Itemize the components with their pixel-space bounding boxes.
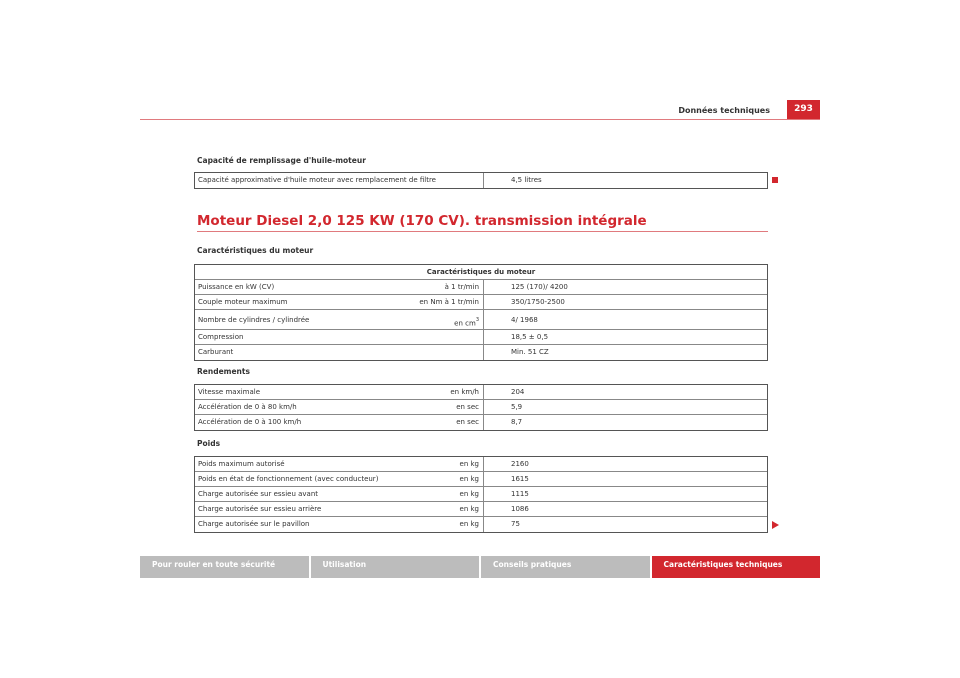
row-value: 5,9 (511, 403, 523, 411)
row-label: Puissance en kW (CV) (198, 283, 275, 291)
table-row (195, 345, 767, 360)
table-row (195, 472, 767, 487)
row-label: Charge autorisée sur le pavillon (198, 520, 310, 528)
row-label: Accélération de 0 à 80 km/h (198, 403, 297, 411)
table-row (195, 517, 767, 532)
row-unit: en sec (456, 403, 479, 411)
engine-table (194, 264, 768, 361)
row-label: Poids en état de fonctionnement (avec conducteur) (198, 475, 379, 483)
column-divider (483, 517, 484, 532)
row-unit: en Nm à 1 tr/min (419, 298, 479, 306)
table-header-row (195, 265, 767, 280)
footer-nav (140, 556, 820, 578)
row-value: Min. 51 CZ (511, 348, 549, 356)
unit-text: en cm (454, 319, 476, 328)
column-divider (483, 472, 484, 486)
header-title: Données techniques (678, 106, 770, 115)
row-unit: en km/h (450, 388, 479, 396)
table-row (195, 457, 767, 472)
row-label: Vitesse maximale (198, 388, 261, 396)
row-value: 204 (511, 388, 525, 396)
column-divider (483, 173, 484, 188)
row-value: 18,5 ± 0,5 (511, 333, 549, 341)
column-divider (483, 345, 484, 360)
row-label: Accélération de 0 à 100 km/h (198, 418, 302, 426)
row-label: Couple moteur maximum (198, 298, 288, 306)
row-label: Charge autorisée sur essieu avant (198, 490, 319, 498)
row-value: 350/1750-2500 (511, 298, 565, 306)
column-divider (483, 502, 484, 516)
row-unit: en kg (459, 460, 479, 468)
column-divider (483, 385, 484, 399)
row-value: 75 (511, 520, 520, 528)
table-row (195, 400, 767, 415)
row-value: 4/ 1968 (511, 316, 538, 324)
column-divider (483, 280, 484, 294)
page-number: 293 (787, 100, 820, 119)
table-row (195, 330, 767, 345)
row-label: Nombre de cylindres / cylindrée (198, 316, 310, 324)
weights-heading: Poids (197, 439, 221, 448)
performance-heading: Rendements (197, 367, 250, 376)
row-value: 1615 (511, 475, 529, 483)
column-divider (483, 310, 484, 329)
tab-pour-rouler[interactable]: Pour rouler en toute sécurité (140, 556, 311, 578)
table-row (195, 295, 767, 310)
section-title: Moteur Diesel 2,0 125 KW (170 CV). transmission intégrale (197, 213, 647, 229)
table-row (195, 385, 767, 400)
square-end-icon (772, 177, 778, 183)
tab-utilisation[interactable]: Utilisation (311, 556, 482, 578)
row-value: 8,7 (511, 418, 523, 426)
row-unit: en kg (459, 475, 479, 483)
oil-capacity-table (194, 172, 768, 189)
column-divider (483, 487, 484, 501)
row-label: Carburant (198, 348, 234, 356)
tab-conseils-pratiques[interactable]: Conseils pratiques (481, 556, 652, 578)
performance-table (194, 384, 768, 431)
column-divider (483, 415, 484, 430)
row-unit: en sec (456, 418, 479, 426)
row-value: 1086 (511, 505, 529, 513)
table-row (195, 415, 767, 430)
oil-capacity-heading: Capacité de remplissage d'huile-moteur (197, 156, 366, 165)
column-divider (483, 400, 484, 414)
row-unit: en kg (459, 490, 479, 498)
row-value: 1115 (511, 490, 529, 498)
table-row (195, 310, 767, 330)
row-unit: à 1 tr/min (444, 283, 479, 291)
unit-superscript: 3 (475, 317, 479, 323)
column-divider (483, 457, 484, 471)
row-label: Poids maximum autorisé (198, 460, 285, 468)
row-label: Capacité approximative d'huile moteur avec remplacement de filtre (198, 176, 436, 184)
weights-table (194, 456, 768, 533)
engine-heading: Caractéristiques du moteur (197, 246, 314, 255)
section-divider (197, 231, 768, 232)
table-row (195, 487, 767, 502)
tab-caracteristiques-techniques[interactable]: Caractéristiques techniques (652, 556, 821, 578)
triangle-right-icon (772, 521, 779, 529)
table-row (195, 502, 767, 517)
table-row (195, 173, 767, 188)
table-row (195, 280, 767, 295)
column-divider (483, 330, 484, 344)
table-header: Caractéristiques du moteur (426, 268, 536, 276)
header-divider (140, 119, 820, 120)
row-value: 2160 (511, 460, 529, 468)
row-label: Charge autorisée sur essieu arrière (198, 505, 322, 513)
row-unit: en kg (459, 520, 479, 528)
row-unit: en kg (459, 505, 479, 513)
row-value: 125 (170)/ 4200 (511, 283, 568, 291)
row-label: Compression (198, 333, 244, 341)
column-divider (483, 295, 484, 309)
row-value: 4,5 litres (511, 176, 542, 184)
